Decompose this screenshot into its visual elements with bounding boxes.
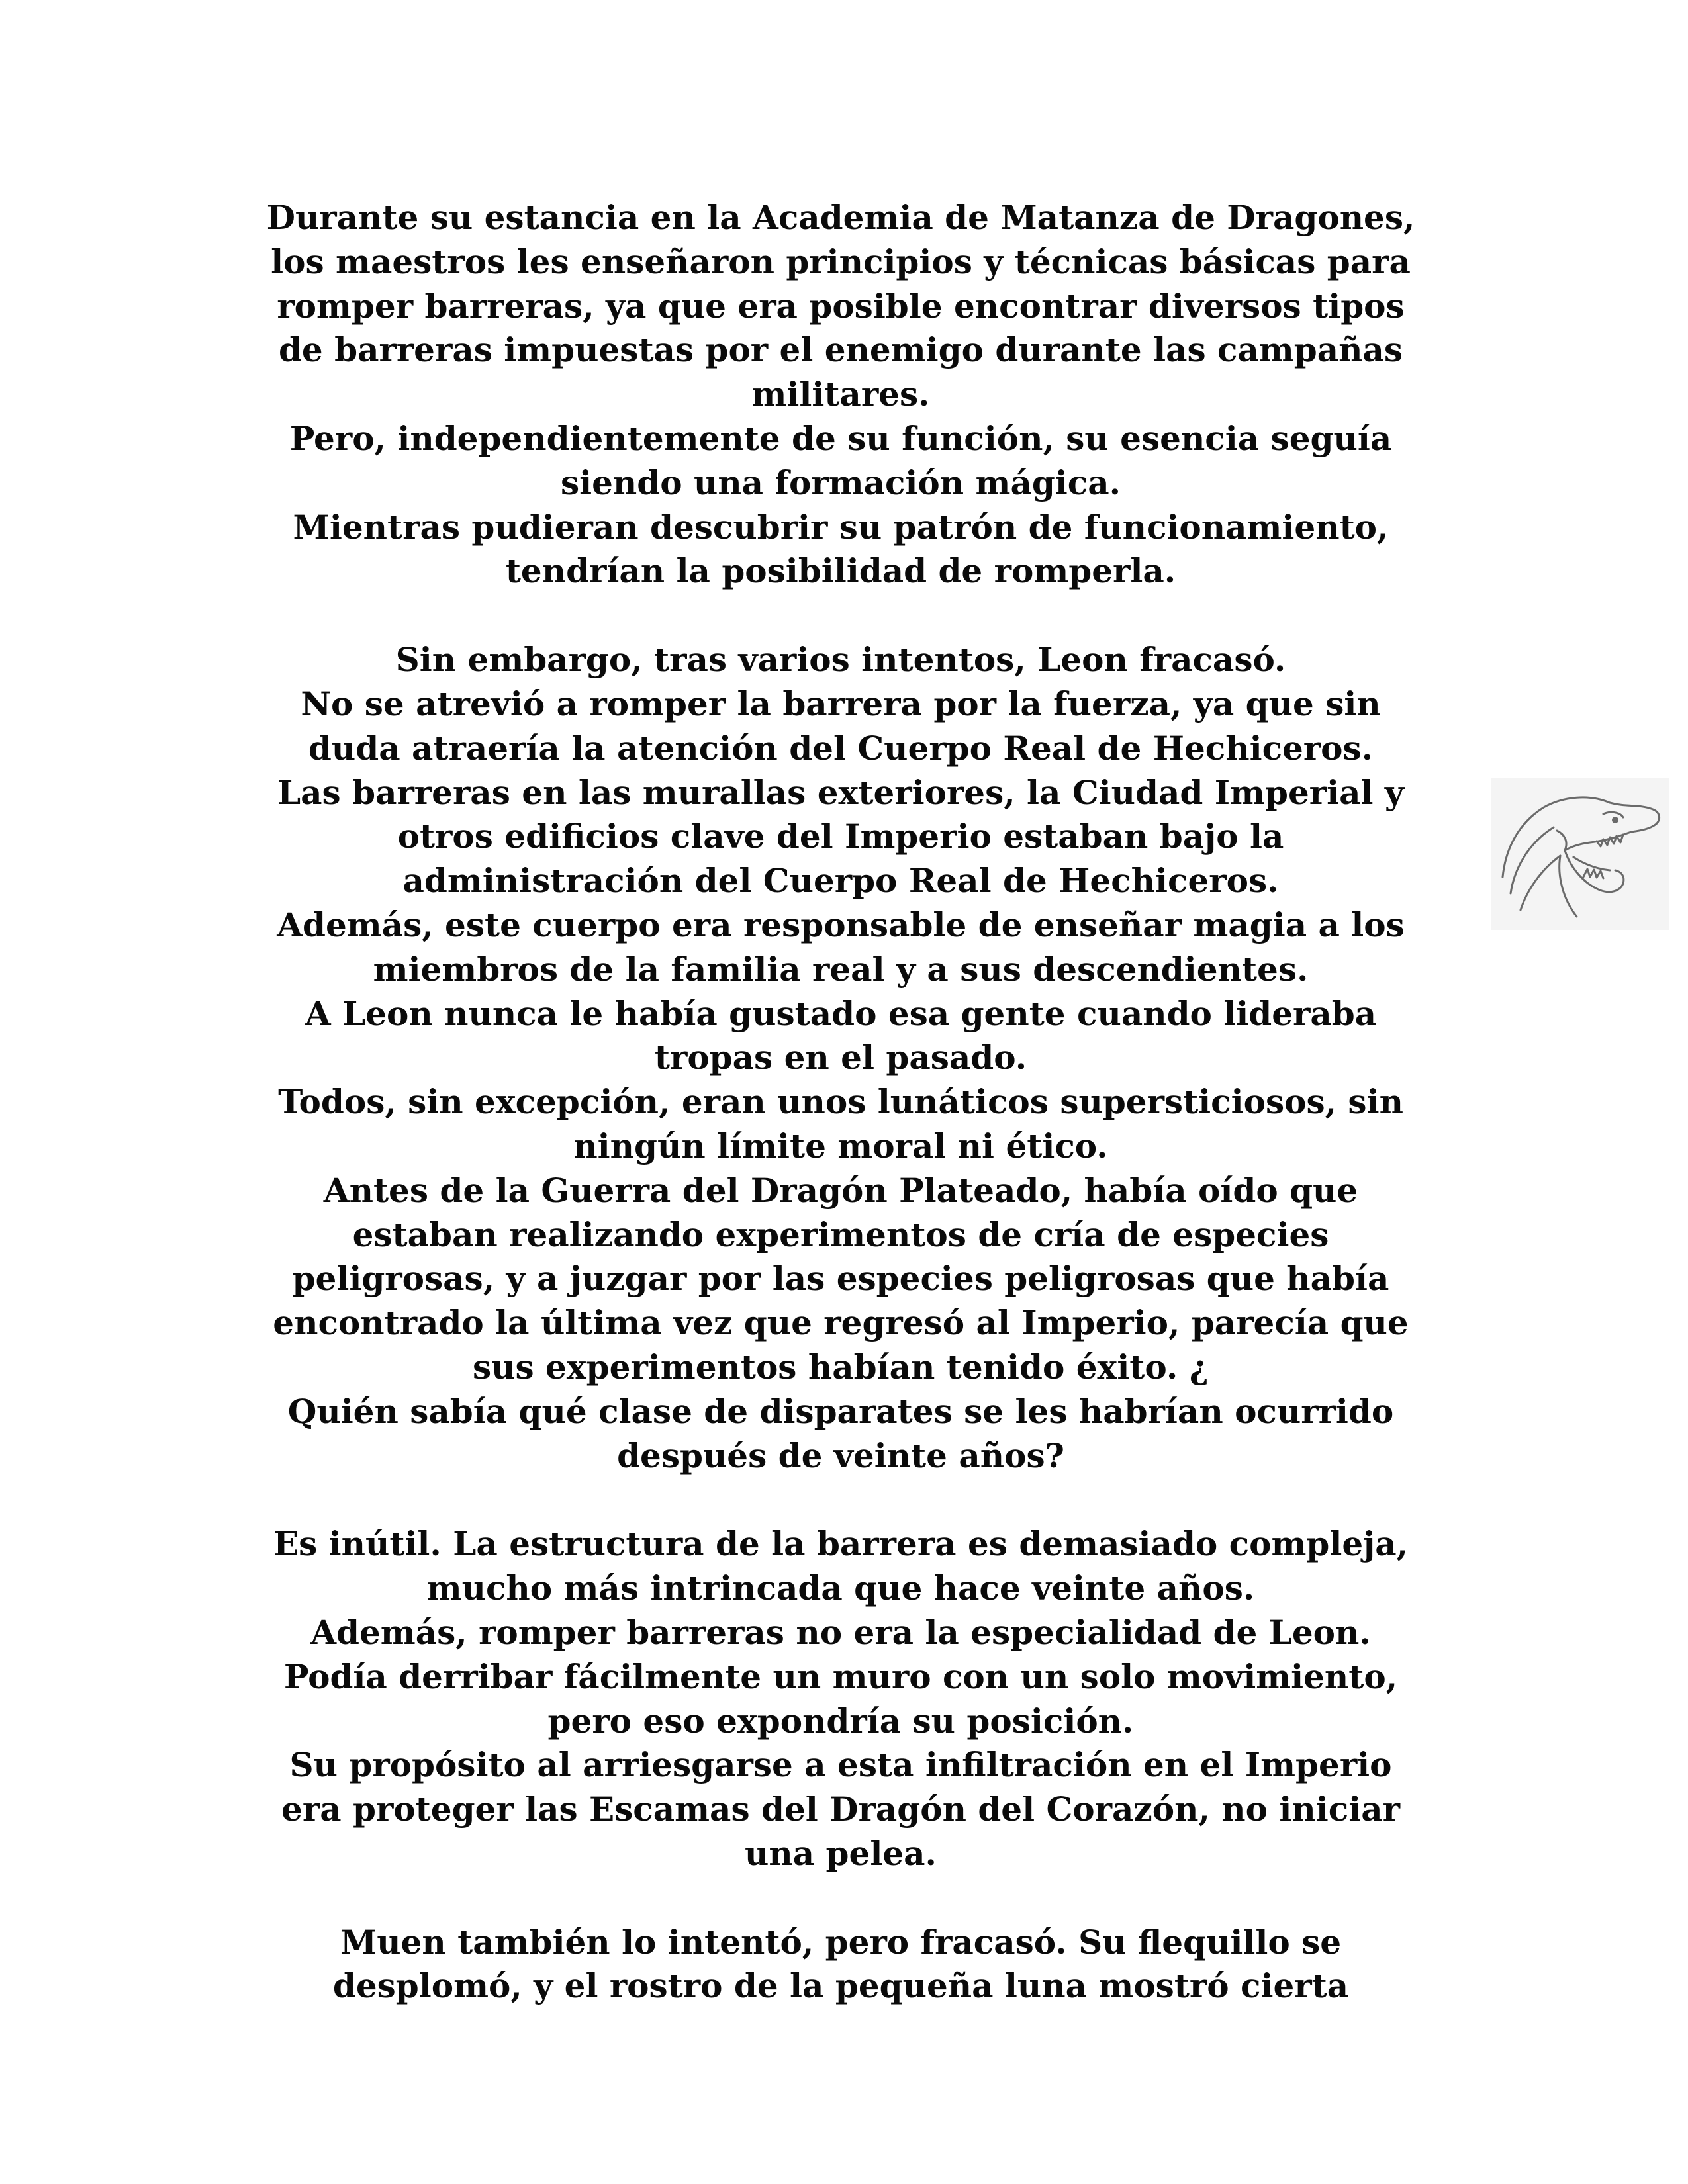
text-line: Quién sabía qué clase de disparates se les habrían ocurrido [287,1391,1394,1431]
text-line: Antes de la Guerra del Dragón Plateado, había oído que [323,1170,1358,1210]
paragraph-3 [218,1522,1463,1876]
text-line: romper barreras, ya que era posible encontrar diversos tipos [277,286,1405,326]
text-line: Además, este cuerpo era responsable de enseñar magia a los [277,905,1405,944]
text-line: siendo una formación mágica. [560,463,1121,502]
text-line: Sin embargo, tras varios intentos, Leon fracasó. [395,640,1286,680]
logo-eye [1612,817,1618,823]
text-line: era proteger las Escamas del Dragón del Corazón, no iniciar [281,1790,1400,1829]
text-line: Podía derribar fácilmente un muro con un solo movimiento, [283,1657,1398,1696]
text-line: los maestros les enseñaron principios y técnicas básicas para [271,242,1411,281]
paragraph-4 [218,1921,1463,2009]
text-line: militares. [751,375,930,414]
text-line: pero eso expondría su posición. [547,1701,1134,1741]
text-line: Su propósito al arriesgarse a esta infiltración en el Imperio [289,1745,1392,1785]
text-line: tropas en el pasado. [654,1038,1027,1077]
text-line: Pero, independientemente de su función, su esencia seguía [289,418,1392,458]
dinosaur-head-icon [1491,778,1669,930]
text-line: No se atrevió a romper la barrera por la fuerza, ya que sin [301,684,1381,723]
text-line: Todos, sin excepción, eran unos lunáticos supersticiosos, sin [278,1082,1403,1122]
text-line: Las barreras en las murallas exteriores, la Ciudad Imperial y [277,772,1404,812]
text-line: una pelea. [745,1833,937,1873]
text-line: Es inútil. La estructura de la barrera es demasiado compleja, [273,1524,1409,1564]
text-line: sus experimentos habían tenido éxito. ¿ [473,1347,1209,1387]
text-line: otros edificios clave del Imperio estaban bajo la [397,817,1284,856]
text-line: miembros de la familia real y a sus descendientes. [373,949,1309,989]
text-line: Mientras pudieran descubrir su patrón de funcionamiento, [293,507,1389,547]
text-line: Durante su estancia en la Academia de Matanza de Dragones, [266,198,1415,237]
paragraph-1 [218,196,1463,594]
body-text [218,196,1463,2009]
text-line: tendrían la posibilidad de romperla. [505,551,1176,591]
text-line: peligrosas, y a juzgar por las especies peligrosas que había [292,1259,1389,1298]
text-line: Además, romper barreras no era la especialidad de Leon. [310,1612,1371,1652]
text-line: Muen también lo intentó, pero fracasó. Su flequillo se [340,1922,1342,1962]
text-line: administración del Cuerpo Real de Hechiceros. [402,861,1279,901]
text-line: A Leon nunca le había gustado esa gente cuando lideraba [305,993,1377,1033]
text-line: duda atraería la atención del Cuerpo Real de Hechiceros. [308,728,1374,768]
text-line: después de veinte años? [617,1435,1064,1475]
text-line: de barreras impuestas por el enemigo durante las campañas [278,330,1403,370]
paragraph-2 [218,638,1463,1478]
text-line: mucho más intrincada que hace veinte años. [426,1569,1255,1608]
text-line: encontrado la última vez que regresó al Imperio, parecía que [273,1303,1409,1343]
logo-background [1491,778,1669,930]
text-line: desplomó, y el rostro de la pequeña luna mostró cierta [332,1966,1349,2006]
text-line: estaban realizando experimentos de cría de especies [352,1214,1329,1254]
text-line: ningún límite moral ni ético. [573,1126,1108,1165]
